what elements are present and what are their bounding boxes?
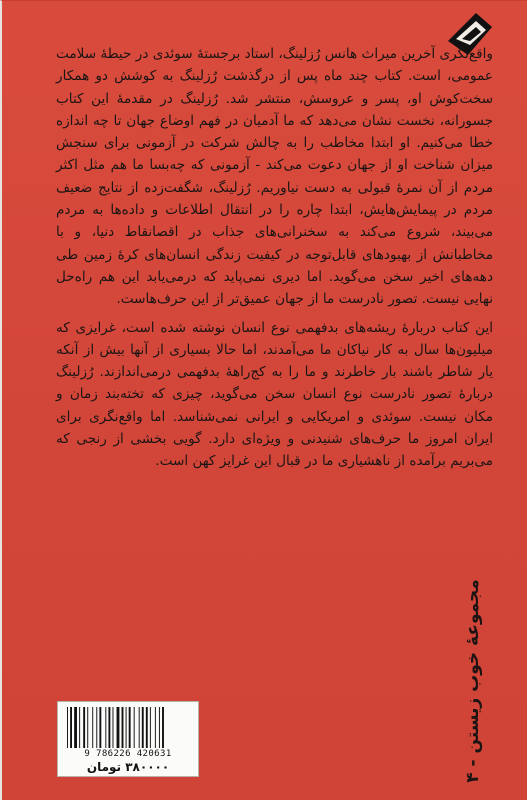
barcode-bar bbox=[108, 707, 110, 748]
barcode-bar bbox=[99, 707, 101, 748]
description-paragraph-1: واقع‌نگری آخرین میراث هانس رُزلینگ، استاد برجستهٔ سوئدی در حیطهٔ سلامت عمومی، است. کتاب چند ماه پس از درگذشت رُزلینگ به کوشش دو همکار سخت‌کوش او، پسر و عروسش، منتشر شد. رُزلینگ در مقدمهٔ این کتاب جسورانه، نخست نشان می‌دهد که ما آدمیان در فهم اوضاع جهان تا چه اندازه خطا می‌کنیم. او ابتدا مخاطب را به چالش شرکت در آزمونی برای سنجش میزان شناخت او از جهان دعوت می‌کند - آزمونی که چه‌بسا ما هم مثل اکثر مردم از آن نمرهٔ قبولی به دست نیاوریم. رُزلینگ، شگفت‌زده از نتایج ضعیف مردم در پیمایش‌هایش، ابتدا چاره را در انتقال اطلاعات و داده‌ها به مردم می‌بیند، شروع می‌کند به سخنرانی‌های جذاب در اقصانقاط دنیا، و با مخاطبانش از بهبودهای قابل‌توجه در کیفیت زندگی انسان‌های کرهٔ زمین طی دهه‌های اخیر سخن می‌گوید. اما دیری نمی‌پاید که درمی‌یابد این هم راه‌حل نهایی نیست. تصور نادرست ما از جهان عمیق‌تر از این حرف‌هاست. bbox=[56, 46, 493, 308]
barcode-panel bbox=[57, 701, 199, 777]
barcode-bar bbox=[79, 707, 80, 748]
price-label: ۳۸۰۰۰۰ تومان bbox=[86, 760, 170, 774]
barcode-bar bbox=[134, 707, 135, 748]
barcode-bar bbox=[70, 707, 72, 748]
series-label: مجموعهٔ خوب زیستن - ۴ bbox=[463, 579, 483, 783]
barcode-bar bbox=[142, 707, 144, 748]
barcode-bar bbox=[129, 707, 131, 748]
barcode-icon bbox=[66, 707, 190, 748]
barcode-bar bbox=[162, 707, 164, 748]
barcode-bar bbox=[74, 707, 77, 748]
barcode-bar bbox=[87, 707, 88, 748]
barcode-bar bbox=[146, 707, 148, 748]
barcode-bar bbox=[105, 707, 106, 748]
isbn-number: 9 786226 420631 bbox=[84, 749, 172, 759]
barcode-bar bbox=[150, 707, 151, 748]
barcode-bar bbox=[113, 707, 114, 748]
barcode-bar bbox=[83, 707, 85, 748]
barcode-bar bbox=[139, 707, 140, 748]
barcode-bar bbox=[117, 707, 120, 748]
description-paragraph-2: این کتاب دربارهٔ ریشه‌های بدفهمی نوع انسان نوشته شده است، غرایزی که میلیون‌ها سال به کار نیاکان ما می‌آمدند، اما حالا بسیاری از آنها بیش از آنکه یار شاطر باشند بار خاطرند و ما را به کج‌راههٔ بدفهمی درمی‌اندازند. رُزلینگ دربارهٔ تصور نادرست نوع انسان سخن می‌گوید، چیزی که تخته‌بند زمان و مکان نیست. سوئدی و امریکایی و ایرانی نمی‌شناسد. اما واقع‌نگری برای ایران امروز ما حرف‌های شنیدنی و ویژه‌ای دارد. گویی بخشی از رنجی که می‌بریم برآمده از ناهشیاری ما در قبال این غرایز کهن است. bbox=[56, 319, 493, 470]
barcode-bar bbox=[122, 707, 124, 748]
back-cover-description bbox=[56, 43, 493, 473]
barcode-bar bbox=[67, 707, 68, 748]
barcode-bar bbox=[159, 707, 160, 748]
barcode-bar bbox=[92, 707, 93, 748]
barcode-bar bbox=[126, 707, 127, 748]
barcode-bar bbox=[155, 707, 156, 748]
barcode-bar bbox=[96, 707, 97, 748]
